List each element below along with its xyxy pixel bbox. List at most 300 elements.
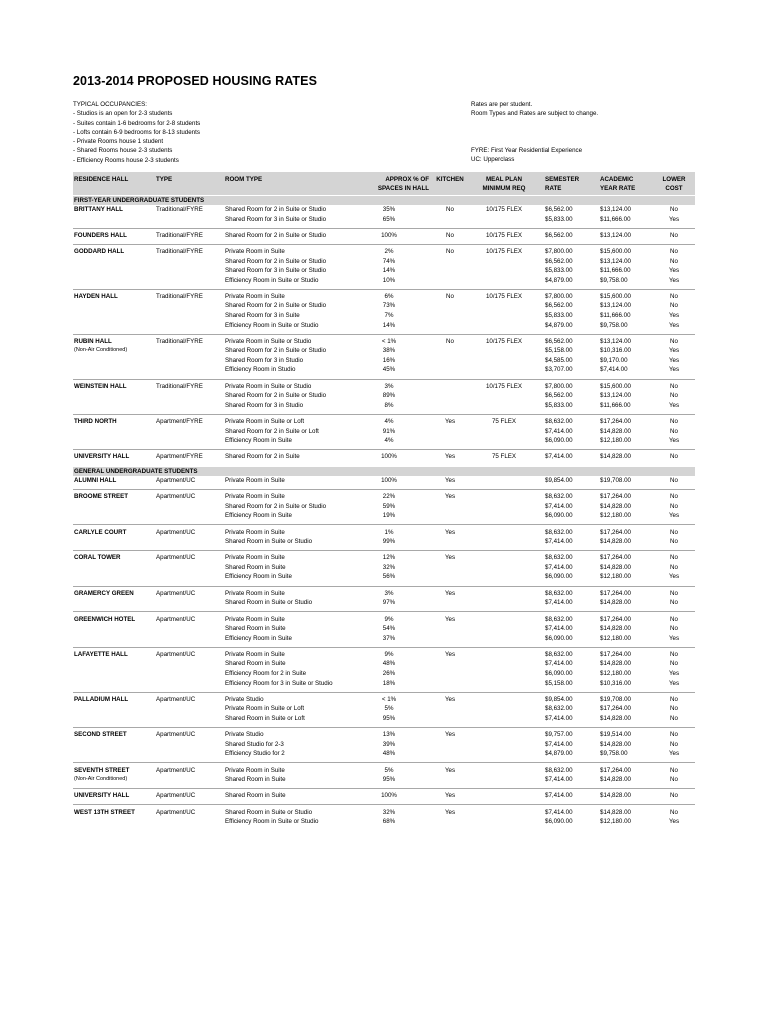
table-row bbox=[73, 659, 695, 669]
hall-kitchen: Yes bbox=[444, 589, 456, 597]
semester-rate: $6,090.00 bbox=[545, 669, 573, 677]
percent-spaces: 68% bbox=[382, 818, 396, 826]
hall-type: Apartment/UC bbox=[156, 792, 196, 800]
hall-name: SECOND STREET bbox=[74, 731, 127, 739]
semester-rate: $7,414.00 bbox=[545, 740, 573, 748]
academic-year-rate: $12,180.00 bbox=[600, 573, 631, 581]
hall-meal-plan: 10/175 FLEX bbox=[485, 248, 523, 256]
table-row bbox=[73, 624, 695, 634]
semester-rate: $8,632.00 bbox=[545, 766, 573, 774]
percent-spaces: 74% bbox=[382, 257, 396, 265]
semester-rate: $7,800.00 bbox=[545, 248, 573, 256]
percent-spaces: 91% bbox=[382, 427, 396, 435]
table-row bbox=[73, 563, 695, 573]
room-type: Shared Room for 3 in Suite or Studio bbox=[225, 267, 327, 275]
column-header-pct: APPROX % OF bbox=[385, 176, 429, 183]
hall-type: Apartment/UC bbox=[156, 589, 196, 597]
row-divider bbox=[73, 228, 695, 229]
room-type: Shared Room in Suite bbox=[225, 776, 286, 784]
table-row bbox=[73, 382, 695, 392]
academic-year-rate: $14,828.00 bbox=[600, 502, 631, 510]
hall-name: SEVENTH STREET bbox=[74, 766, 130, 774]
percent-spaces: 6% bbox=[384, 292, 394, 300]
lower-cost: No bbox=[670, 392, 678, 400]
lower-cost: Yes bbox=[668, 312, 680, 320]
hall-name: UNIVERSITY HALL bbox=[74, 792, 130, 800]
lower-cost: No bbox=[670, 427, 678, 435]
column-header-meal: MEAL PLAN bbox=[486, 176, 522, 183]
semester-rate: $6,090.00 bbox=[545, 634, 573, 642]
table-row bbox=[73, 321, 695, 331]
lower-cost: No bbox=[670, 477, 678, 484]
lower-cost: No bbox=[670, 599, 678, 607]
percent-spaces: 13% bbox=[382, 731, 396, 739]
abbreviation-notes bbox=[471, 146, 582, 165]
lower-cost: No bbox=[670, 554, 678, 562]
academic-year-rate: $17,264.00 bbox=[600, 589, 631, 597]
academic-year-rate: $15,600.00 bbox=[600, 382, 631, 390]
academic-year-rate: $14,828.00 bbox=[600, 740, 631, 748]
lower-cost: No bbox=[670, 705, 678, 713]
academic-year-rate: $9,170.00 bbox=[600, 356, 628, 364]
academic-year-rate: $9,758.00 bbox=[600, 321, 628, 329]
semester-rate: $5,158.00 bbox=[545, 679, 573, 687]
percent-spaces: 10% bbox=[382, 276, 396, 284]
semester-rate: $7,414.00 bbox=[545, 808, 573, 816]
hall-kitchen: Yes bbox=[444, 477, 456, 484]
percent-spaces: 99% bbox=[382, 538, 396, 546]
section-header bbox=[73, 467, 695, 476]
semester-rate: $7,414.00 bbox=[545, 599, 573, 607]
lower-cost: No bbox=[670, 493, 678, 501]
hall-kitchen: No bbox=[446, 231, 454, 239]
table-row bbox=[73, 337, 695, 347]
hall-type: Apartment/UC bbox=[156, 695, 196, 703]
academic-year-rate: $12,180.00 bbox=[600, 669, 631, 677]
table-row bbox=[73, 266, 695, 276]
hall-type: Apartment/UC bbox=[156, 528, 196, 536]
room-type: Private Room in Suite bbox=[225, 766, 285, 774]
academic-year-rate: $13,124.00 bbox=[600, 231, 631, 239]
percent-spaces: 39% bbox=[382, 740, 396, 748]
room-type: Private Room in Suite bbox=[225, 528, 285, 536]
table-row bbox=[73, 695, 695, 705]
academic-year-rate: $12,180.00 bbox=[600, 437, 631, 445]
rate-note: Room Types and Rates are subject to change. bbox=[471, 110, 599, 118]
column-header-semester-line2: RATE bbox=[545, 185, 562, 192]
lower-cost: No bbox=[670, 731, 678, 739]
table-header bbox=[73, 172, 695, 195]
hall-kitchen: Yes bbox=[444, 808, 456, 816]
lower-cost: Yes bbox=[668, 573, 680, 581]
hall-kitchen: No bbox=[446, 248, 454, 256]
hall-meal-plan: 10/175 FLEX bbox=[485, 206, 523, 213]
room-type: Private Room in Suite bbox=[225, 650, 285, 658]
room-type: Shared Room in Suite or Studio bbox=[225, 808, 313, 816]
hall-type: Apartment/UC bbox=[156, 615, 196, 623]
row-divider bbox=[73, 788, 695, 789]
hall-kitchen: Yes bbox=[444, 731, 456, 739]
semester-rate: $7,414.00 bbox=[545, 453, 573, 461]
room-type: Efficiency Room in Suite bbox=[225, 573, 292, 581]
table-row bbox=[73, 257, 695, 267]
lower-cost: Yes bbox=[668, 750, 680, 758]
room-type: Shared Room in Suite or Studio bbox=[225, 538, 313, 546]
semester-rate: $7,414.00 bbox=[545, 563, 573, 571]
academic-year-rate: $13,124.00 bbox=[600, 257, 631, 265]
semester-rate: $4,879.00 bbox=[545, 321, 573, 329]
room-type: Shared Room in Suite or Studio bbox=[225, 599, 313, 607]
room-type: Shared Studio for 2-3 bbox=[225, 740, 284, 748]
table-row bbox=[73, 365, 695, 375]
lower-cost: Yes bbox=[668, 356, 680, 364]
academic-year-rate: $15,600.00 bbox=[600, 248, 631, 256]
occupancy-heading: TYPICAL OCCUPANCIES: bbox=[73, 101, 147, 108]
lower-cost: No bbox=[670, 563, 678, 571]
room-type: Private Room in Suite or Studio bbox=[225, 337, 312, 345]
academic-year-rate: $17,264.00 bbox=[600, 528, 631, 536]
hall-kitchen: Yes bbox=[444, 493, 456, 501]
room-type: Shared Room for 3 in Studio bbox=[225, 356, 304, 364]
hall-name: LAFAYETTE HALL bbox=[74, 650, 128, 658]
table-row bbox=[73, 391, 695, 401]
hall-type: Apartment/UC bbox=[156, 766, 196, 774]
percent-spaces: 65% bbox=[382, 215, 396, 223]
row-divider bbox=[73, 379, 695, 380]
academic-year-rate: $10,316.00 bbox=[600, 679, 631, 687]
percent-spaces: 5% bbox=[384, 705, 394, 713]
semester-rate: $7,414.00 bbox=[545, 502, 573, 510]
semester-rate: $4,879.00 bbox=[545, 276, 573, 284]
percent-spaces: 97% bbox=[382, 599, 396, 607]
semester-rate: $9,854.00 bbox=[545, 695, 573, 703]
column-header-kitchen: KITCHEN bbox=[436, 176, 464, 183]
section-header bbox=[73, 196, 695, 205]
semester-rate: $7,800.00 bbox=[545, 292, 573, 300]
semester-rate: $5,833.00 bbox=[545, 267, 573, 275]
room-type: Shared Room for 2 in Suite or Studio bbox=[225, 231, 327, 239]
academic-year-rate: $11,666.00 bbox=[600, 215, 631, 223]
occupancy-note: - Shared Rooms house 2-3 students bbox=[73, 147, 173, 155]
percent-spaces: 73% bbox=[382, 302, 396, 310]
percent-spaces: 7% bbox=[384, 312, 394, 320]
academic-year-rate: $11,666.00 bbox=[600, 401, 631, 409]
table-row bbox=[73, 589, 695, 599]
table-row bbox=[73, 231, 695, 241]
hall-name: CARLYLE COURT bbox=[74, 528, 127, 536]
lower-cost: Yes bbox=[668, 267, 680, 275]
percent-spaces: 48% bbox=[382, 750, 396, 758]
table-row bbox=[73, 476, 695, 486]
lower-cost: Yes bbox=[668, 679, 680, 687]
hall-name: GRAMERCY GREEN bbox=[74, 589, 134, 597]
lower-cost: No bbox=[670, 528, 678, 536]
room-type: Shared Room in Suite or Loft bbox=[225, 714, 305, 722]
semester-rate: $7,414.00 bbox=[545, 625, 573, 633]
column-header-room-type: ROOM TYPE bbox=[225, 176, 263, 183]
academic-year-rate: $13,124.00 bbox=[600, 302, 631, 310]
academic-year-rate: $17,264.00 bbox=[600, 554, 631, 562]
hall-kitchen: Yes bbox=[444, 418, 456, 426]
hall-type: Traditional/FYRE bbox=[156, 231, 203, 239]
hall-type: Apartment/UC bbox=[156, 477, 196, 484]
hall-name: BRITTANY HALL bbox=[74, 206, 123, 213]
table-row bbox=[73, 775, 695, 785]
semester-rate: $7,414.00 bbox=[545, 660, 573, 668]
semester-rate: $6,090.00 bbox=[545, 573, 573, 581]
hall-meal-plan: 10/175 FLEX bbox=[485, 382, 523, 390]
lower-cost: Yes bbox=[668, 401, 680, 409]
hall-name: ALUMNI HALL bbox=[74, 477, 117, 484]
semester-rate: $7,414.00 bbox=[545, 538, 573, 546]
academic-year-rate: $14,828.00 bbox=[600, 599, 631, 607]
percent-spaces: 16% bbox=[382, 356, 396, 364]
hall-name: WEINSTEIN HALL bbox=[74, 382, 127, 390]
table-row bbox=[73, 528, 695, 538]
hall-name: THIRD NORTH bbox=[74, 418, 117, 426]
academic-year-rate: $11,666.00 bbox=[600, 312, 631, 320]
room-type: Private Room in Suite or Loft bbox=[225, 705, 305, 713]
academic-year-rate: $14,828.00 bbox=[600, 808, 631, 816]
semester-rate: $7,414.00 bbox=[545, 792, 573, 800]
percent-spaces: < 1% bbox=[381, 337, 397, 345]
table-row bbox=[73, 679, 695, 689]
table-row bbox=[73, 215, 695, 225]
semester-rate: $6,562.00 bbox=[545, 337, 573, 345]
room-type: Efficiency Room in Suite bbox=[225, 634, 292, 642]
room-type: Shared Room for 2 in Suite or Studio bbox=[225, 392, 327, 400]
table-row bbox=[73, 791, 695, 801]
lower-cost: No bbox=[670, 776, 678, 784]
percent-spaces: 5% bbox=[384, 766, 394, 774]
lower-cost: No bbox=[670, 538, 678, 546]
academic-year-rate: $15,600.00 bbox=[600, 292, 631, 300]
academic-year-rate: $19,708.00 bbox=[600, 695, 631, 703]
hall-kitchen: No bbox=[446, 206, 454, 213]
lower-cost: No bbox=[670, 766, 678, 774]
hall-name: FOUNDERS HALL bbox=[74, 231, 127, 239]
percent-spaces: 4% bbox=[384, 437, 394, 445]
room-type: Efficiency Room for 2 in Suite bbox=[225, 669, 307, 677]
room-type: Shared Room for 3 in Studio bbox=[225, 401, 304, 409]
lower-cost: No bbox=[670, 453, 678, 461]
room-type: Efficiency Room in Studio bbox=[225, 366, 296, 374]
room-type: Shared Room in Suite bbox=[225, 792, 286, 800]
table-row bbox=[73, 301, 695, 311]
column-header-hall: RESIDENCE HALL bbox=[74, 176, 129, 183]
semester-rate: $6,090.00 bbox=[545, 818, 573, 826]
percent-spaces: 26% bbox=[382, 669, 396, 677]
academic-year-rate: $14,828.00 bbox=[600, 538, 631, 546]
table-row bbox=[73, 704, 695, 714]
column-header-academic: ACADEMIC bbox=[600, 176, 634, 183]
hall-note: (Non-Air Conditioned) bbox=[74, 347, 128, 354]
academic-year-rate: $9,758.00 bbox=[600, 750, 628, 758]
semester-rate: $8,632.00 bbox=[545, 705, 573, 713]
table-row bbox=[73, 740, 695, 750]
percent-spaces: 38% bbox=[382, 347, 396, 355]
lower-cost: No bbox=[670, 418, 678, 426]
academic-year-rate: $11,666.00 bbox=[600, 267, 631, 275]
semester-rate: $4,585.00 bbox=[545, 356, 573, 364]
table-row bbox=[73, 572, 695, 582]
semester-rate: $8,632.00 bbox=[545, 650, 573, 658]
academic-year-rate: $10,316.00 bbox=[600, 347, 631, 355]
table-row bbox=[73, 311, 695, 321]
table-row bbox=[73, 247, 695, 257]
hall-meal-plan: 75 FLEX bbox=[491, 453, 517, 461]
hall-name: UNIVERSITY HALL bbox=[74, 453, 130, 461]
column-header-academic-line2: YEAR RATE bbox=[600, 185, 636, 192]
hall-kitchen: No bbox=[446, 292, 454, 300]
room-type: Private Room in Suite bbox=[225, 477, 285, 484]
academic-year-rate: $9,758.00 bbox=[600, 276, 628, 284]
hall-kitchen: Yes bbox=[444, 695, 456, 703]
table-row bbox=[73, 669, 695, 679]
semester-rate: $6,090.00 bbox=[545, 512, 573, 520]
academic-year-rate: $14,828.00 bbox=[600, 660, 631, 668]
hall-type: Apartment/UC bbox=[156, 808, 196, 816]
percent-spaces: 95% bbox=[382, 776, 396, 784]
row-divider bbox=[73, 334, 695, 335]
abbreviation-note: UC: Upperclass bbox=[471, 156, 515, 164]
semester-rate: $6,090.00 bbox=[545, 437, 573, 445]
percent-spaces: 32% bbox=[382, 808, 396, 816]
lower-cost: Yes bbox=[668, 347, 680, 355]
room-type: Private Studio bbox=[225, 731, 264, 739]
row-divider bbox=[73, 244, 695, 245]
column-header-lower-line2: COST bbox=[665, 185, 683, 192]
room-type: Shared Room for 2 in Suite or Loft bbox=[225, 427, 319, 435]
lower-cost: Yes bbox=[668, 512, 680, 520]
row-divider bbox=[73, 524, 695, 525]
percent-spaces: 14% bbox=[382, 267, 396, 275]
occupancy-note: - Lofts contain 6-9 bedrooms for 8-13 students bbox=[73, 128, 200, 136]
lower-cost: No bbox=[670, 206, 678, 213]
percent-spaces: 95% bbox=[382, 714, 396, 722]
hall-type: Apartment/FYRE bbox=[156, 418, 203, 426]
hall-meal-plan: 75 FLEX bbox=[491, 418, 517, 426]
hall-kitchen: Yes bbox=[444, 650, 456, 658]
hall-kitchen: Yes bbox=[444, 554, 456, 562]
percent-spaces: 3% bbox=[384, 589, 394, 597]
room-type: Private Room in Suite bbox=[225, 493, 285, 501]
table-row bbox=[73, 292, 695, 302]
academic-year-rate: $14,828.00 bbox=[600, 453, 631, 461]
lower-cost: No bbox=[670, 248, 678, 256]
percent-spaces: 8% bbox=[384, 401, 394, 409]
percent-spaces: 19% bbox=[382, 512, 396, 520]
hall-note: (Non-Air Conditioned) bbox=[74, 776, 128, 782]
occupancy-note: - Studios is an open for 2-3 students bbox=[73, 110, 173, 118]
lower-cost: No bbox=[670, 695, 678, 703]
semester-rate: $5,158.00 bbox=[545, 347, 573, 355]
lower-cost: No bbox=[670, 714, 678, 722]
room-type: Private Room in Suite or Studio bbox=[225, 382, 312, 390]
semester-rate: $8,632.00 bbox=[545, 615, 573, 623]
row-divider bbox=[73, 449, 695, 450]
lower-cost: No bbox=[670, 257, 678, 265]
semester-rate: $4,879.00 bbox=[545, 750, 573, 758]
hall-meal-plan: 10/175 FLEX bbox=[485, 231, 523, 239]
room-type: Private Studio bbox=[225, 695, 264, 703]
lower-cost: No bbox=[670, 292, 678, 300]
semester-rate: $8,632.00 bbox=[545, 589, 573, 597]
lower-cost: Yes bbox=[668, 437, 680, 445]
lower-cost: Yes bbox=[668, 818, 680, 826]
column-header-semester: SEMESTER bbox=[545, 176, 580, 183]
room-type: Shared Room for 2 in Suite bbox=[225, 453, 300, 461]
room-type: Shared Room for 2 in Suite or Studio bbox=[225, 206, 327, 213]
lower-cost: No bbox=[670, 615, 678, 623]
semester-rate: $8,632.00 bbox=[545, 418, 573, 426]
rate-note: Rates are per student. bbox=[471, 101, 533, 108]
lower-cost: No bbox=[670, 589, 678, 597]
academic-year-rate: $14,828.00 bbox=[600, 714, 631, 722]
percent-spaces: 9% bbox=[384, 650, 394, 658]
table-row bbox=[73, 650, 695, 660]
row-divider bbox=[73, 289, 695, 290]
percent-spaces: 100% bbox=[381, 231, 397, 239]
hall-kitchen: No bbox=[446, 337, 454, 345]
semester-rate: $5,833.00 bbox=[545, 215, 573, 223]
table-row bbox=[73, 346, 695, 356]
room-type: Private Room in Suite or Loft bbox=[225, 418, 305, 426]
academic-year-rate: $13,124.00 bbox=[600, 206, 631, 213]
semester-rate: $6,562.00 bbox=[545, 231, 573, 239]
hall-type: Apartment/UC bbox=[156, 493, 196, 501]
hall-name: WEST 13TH STREET bbox=[74, 808, 135, 816]
row-divider bbox=[73, 804, 695, 805]
lower-cost: No bbox=[670, 792, 678, 800]
room-type: Private Room in Suite bbox=[225, 248, 285, 256]
percent-spaces: 1% bbox=[384, 528, 394, 536]
academic-year-rate: $12,180.00 bbox=[600, 634, 631, 642]
room-type: Shared Room for 2 in Suite or Studio bbox=[225, 502, 327, 510]
percent-spaces: 100% bbox=[381, 453, 397, 461]
percent-spaces: 100% bbox=[381, 792, 397, 800]
hall-kitchen: Yes bbox=[444, 766, 456, 774]
occupancy-notes bbox=[73, 100, 200, 165]
room-type: Efficiency Studio for 2 bbox=[225, 750, 285, 758]
row-divider bbox=[73, 647, 695, 648]
hall-kitchen: Yes bbox=[444, 528, 456, 536]
table-row bbox=[73, 417, 695, 427]
hall-type: Traditional/FYRE bbox=[156, 248, 203, 256]
row-divider bbox=[73, 586, 695, 587]
academic-year-rate: $19,708.00 bbox=[600, 477, 631, 484]
academic-year-rate: $17,264.00 bbox=[600, 493, 631, 501]
room-type: Shared Room for 2 in Suite or Studio bbox=[225, 257, 327, 265]
table-row bbox=[73, 634, 695, 644]
table-row bbox=[73, 436, 695, 446]
semester-rate: $7,414.00 bbox=[545, 427, 573, 435]
room-type: Shared Room for 2 in Suite or Studio bbox=[225, 347, 327, 355]
academic-year-rate: $14,828.00 bbox=[600, 427, 631, 435]
section-label: FIRST-YEAR UNDERGRADUATE STUDENTS bbox=[74, 196, 205, 204]
table-row bbox=[73, 492, 695, 502]
semester-rate: $6,562.00 bbox=[545, 392, 573, 400]
hall-kitchen: Yes bbox=[444, 792, 456, 800]
row-divider bbox=[73, 611, 695, 612]
academic-year-rate: $17,264.00 bbox=[600, 650, 631, 658]
percent-spaces: 100% bbox=[381, 477, 397, 484]
room-type: Shared Room for 2 in Suite or Studio bbox=[225, 302, 327, 310]
percent-spaces: 54% bbox=[382, 625, 396, 633]
table-row bbox=[73, 276, 695, 286]
row-divider bbox=[73, 414, 695, 415]
percent-spaces: 89% bbox=[382, 392, 396, 400]
